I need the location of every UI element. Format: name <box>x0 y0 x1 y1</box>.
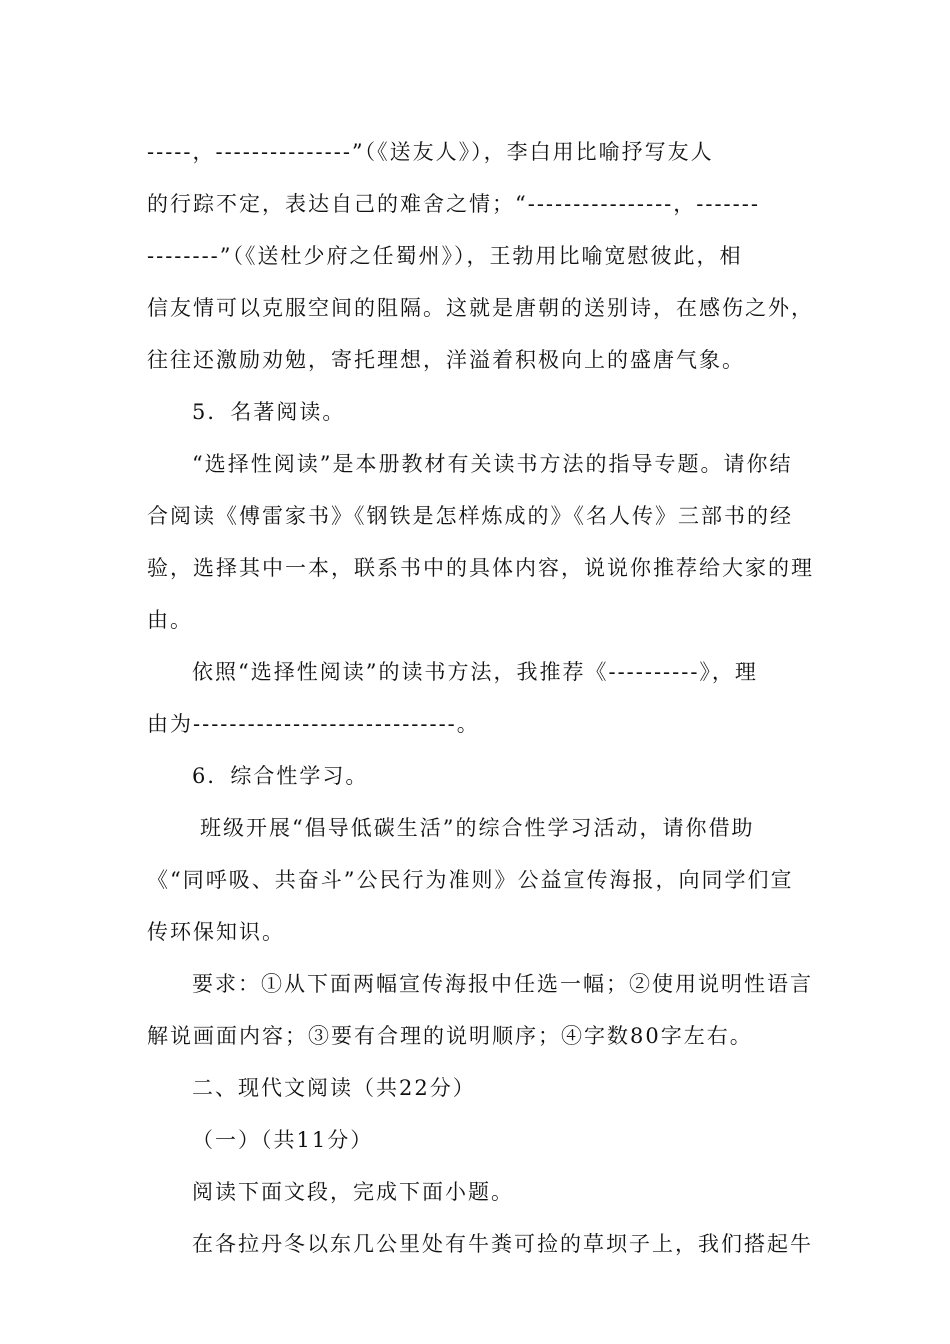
poem-text-line-2: 的行踪不定，表达自己的难舍之情；“----------------，------- <box>147 192 760 216</box>
q6-requirements-line-1: 要求：①从下面两幅宣传海报中任选一幅；②使用说明性语言 <box>192 972 813 996</box>
section-2-heading: 二、现代文阅读（共22分） <box>192 1076 476 1100</box>
q5-paragraph-line-4: 由。 <box>147 608 193 632</box>
q6-paragraph-line-3: 传环保知识。 <box>147 920 285 944</box>
q5-paragraph-line-2: 合阅读《傅雷家书》《钢铁是怎样炼成的》《名人传》三部书的经 <box>147 504 793 528</box>
subsection-1-heading: （一）（共11分） <box>192 1128 374 1152</box>
q5-answer-line-1: 依照“选择性阅读”的读书方法，我推荐《----------》，理 <box>192 660 758 684</box>
q5-paragraph-line-1: “选择性阅读”是本册教材有关读书方法的指导专题。请你结 <box>192 452 793 476</box>
question-6-heading: 6．综合性学习。 <box>192 764 369 788</box>
passage-line-1: 在各拉丹冬以东几公里处有牛粪可捡的草坝子上，我们搭起牛 <box>192 1232 813 1256</box>
q6-paragraph-line-1: 班级开展“倡导低碳生活”的综合性学习活动，请你借助 <box>200 816 755 840</box>
q6-paragraph-line-2: 《“同呼吸、共奋斗”公民行为准则》公益宣传海报，向同学们宣 <box>147 868 794 892</box>
poem-text-line-4: 信友情可以克服空间的阻隔。这就是唐朝的送别诗，在感伤之外， <box>147 296 814 320</box>
poem-text-line-3: --------”（《送杜少府之任蜀州》），王勃用比喻宽慰彼此，相 <box>147 244 743 268</box>
reading-instruction: 阅读下面文段，完成下面小题。 <box>192 1180 514 1204</box>
poem-blank-line-1: -----，---------------”（《送友人》），李白用比喻抒写友人 <box>147 140 714 164</box>
q6-requirements-line-2: 解说画面内容；③要有合理的说明顺序；④字数80字左右。 <box>147 1024 753 1048</box>
q5-answer-line-2: 由为-----------------------------。 <box>147 712 480 736</box>
poem-text-line-5: 往往还激励劝勉，寄托理想，洋溢着积极向上的盛唐气象。 <box>147 348 745 372</box>
q5-paragraph-line-3: 验，选择其中一本，联系书中的具体内容，说说你推荐给大家的理 <box>147 556 814 580</box>
question-5-heading: 5．名著阅读。 <box>192 400 346 424</box>
